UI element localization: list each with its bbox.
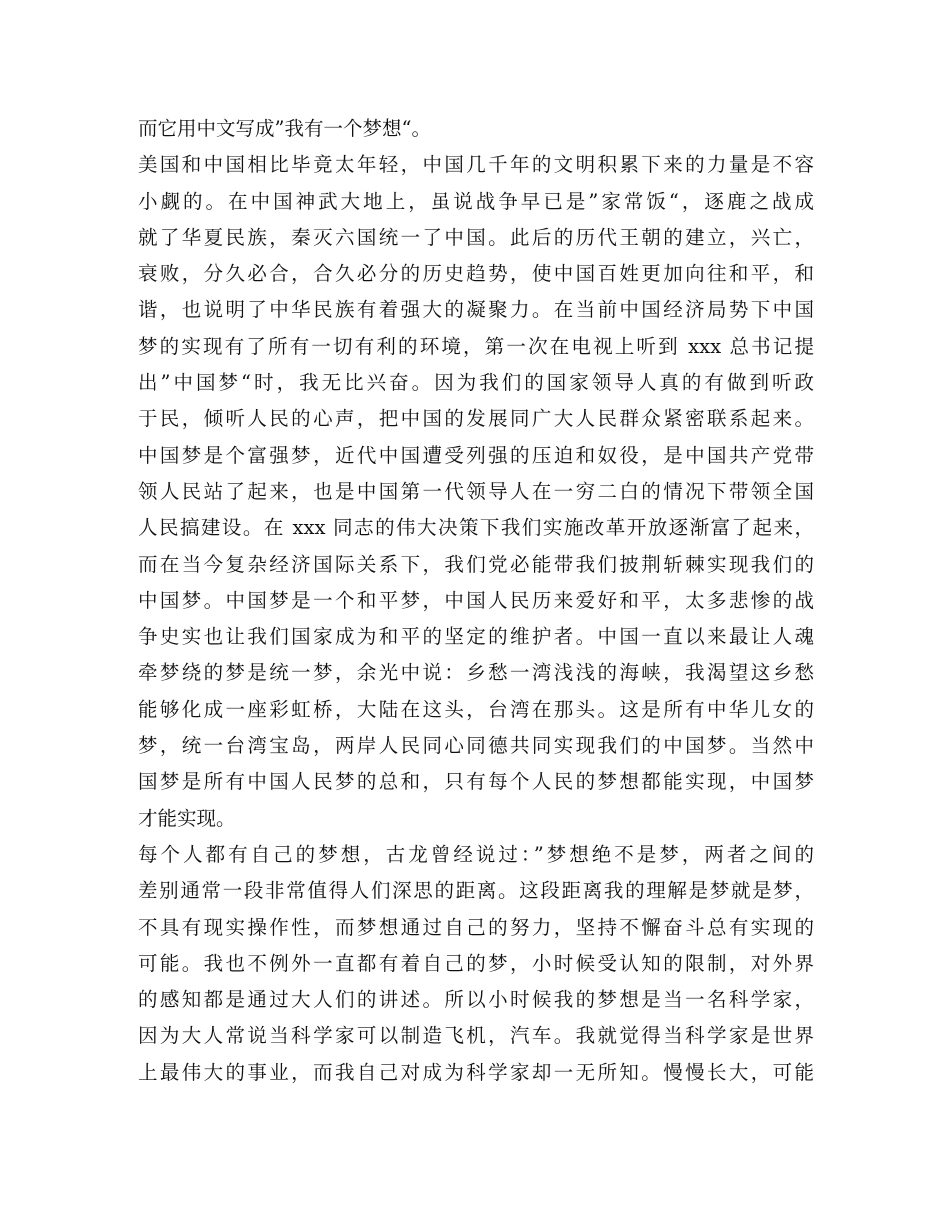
text-line: 上最伟大的事业，而我自己对成为科学家却一无所知。慢慢长大，可能 — [138, 1060, 814, 1084]
text-line: 不具有现实操作性，而梦想通过自己的努力，坚持不懈奋斗总有实现的 — [138, 915, 814, 939]
text-line: 中国梦。中国梦是一个和平梦，中国人民历来爱好和平，太多悲惨的战 — [138, 588, 814, 612]
text-line: 衰败，分久必合，合久必分的历史趋势，使中国百姓更加向往和平，和 — [138, 262, 814, 286]
text-line: 中国梦是个富强梦，近代中国遭受列强的压迫和奴役，是中国共产党带 — [138, 443, 814, 467]
text-line: 梦，统一台湾宝岛，两岸人民同心同德共同实现我们的中国梦。当然中 — [138, 734, 814, 758]
text-line: 牵梦绕的梦是统一梦，余光中说：乡愁一湾浅浅的海峡，我渴望这乡愁 — [138, 661, 814, 685]
text-line: 国梦是所有中国人民梦的总和，只有每个人民的梦想都能实现，中国梦 — [138, 770, 814, 794]
text-line: 争史实也让我们国家成为和平的坚定的维护者。中国一直以来最让人魂 — [138, 625, 814, 649]
text-line: 可能。我也不例外一直都有着自己的梦，小时候受认知的限制，对外界 — [138, 951, 814, 975]
text-line: 差别通常一段非常值得人们深思的距离。这段距离我的理解是梦就是梦， — [138, 879, 814, 903]
text-line: 而在当今复杂经济国际关系下，我们党必能带我们披荆斩棘实现我们的 — [138, 552, 814, 576]
text-line: 每个人都有自己的梦想，古龙曾经说过：”梦想绝不是梦，两者之间的 — [138, 842, 814, 866]
text-line: 而它用中文写成”我有一个梦想“。 — [138, 117, 431, 140]
text-line: 人民搞建设。在 xxx 同志的伟大决策下我们实施改革开放逐渐富了起来， — [138, 516, 814, 540]
text-line: 领人民站了起来，也是中国第一代领导人在一穷二白的情况下带领全国 — [138, 479, 814, 503]
text-line: 于民，倾听人民的心声，把中国的发展同广大人民群众紧密联系起来。 — [138, 407, 814, 431]
text-line: 才能实现。 — [138, 806, 236, 830]
text-line: 因为大人常说当科学家可以制造飞机，汽车。我就觉得当科学家是世界 — [138, 1024, 814, 1048]
text-line: 谐，也说明了中华民族有着强大的凝聚力。在当前中国经济局势下中国 — [138, 298, 814, 322]
text-line: 小觑的。在中国神武大地上，虽说战争早已是”家常饭“，逐鹿之战成 — [138, 189, 814, 213]
text-line: 美国和中国相比毕竟太年轻，中国几千年的文明积累下来的力量是不容 — [138, 153, 814, 177]
text-line: 就了华夏民族，秦灭六国统一了中国。此后的历代王朝的建立，兴亡， — [138, 225, 814, 249]
text-line: 能够化成一座彩虹桥，大陆在这头，台湾在那头。这是所有中华儿女的 — [138, 697, 814, 721]
text-line: 梦的实现有了所有一切有利的环境，第一次在电视上听到 xxx 总书记提 — [138, 334, 814, 358]
text-line: 的感知都是通过大人们的讲述。所以小时候我的梦想是当一名科学家， — [138, 988, 814, 1012]
document-body — [138, 111, 814, 1091]
text-line: 出”中国梦“时，我无比兴奋。因为我们的国家领导人真的有做到听政 — [138, 371, 814, 395]
